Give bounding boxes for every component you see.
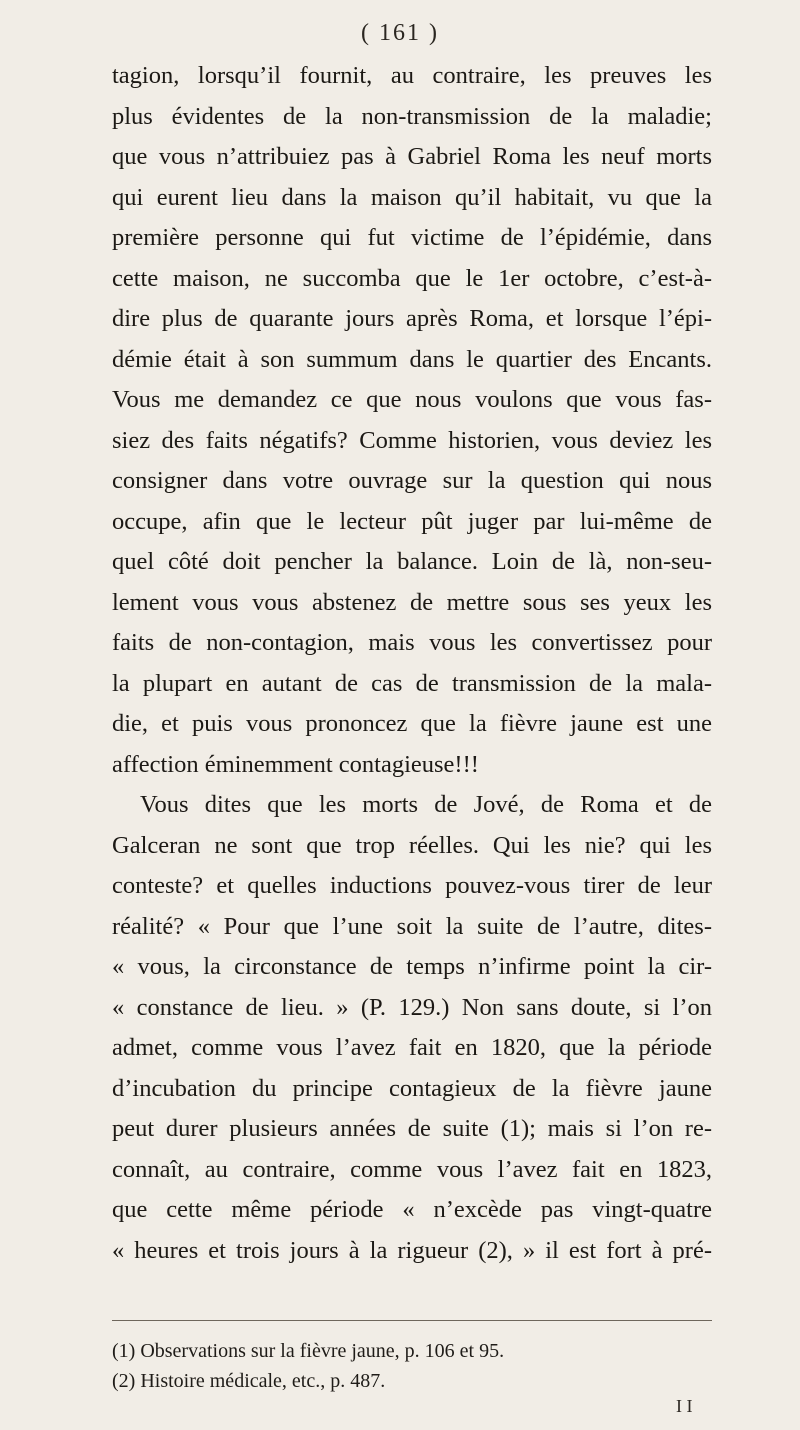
text-line: démie était à son summum dans le quartier des Encants. [112, 345, 712, 373]
text-line: peut durer plusieurs années de suite (1); mais si l’on re- [112, 1115, 712, 1142]
text-line: « constance de lieu. » (P. 129.) Non sans doute, si l’on [112, 993, 712, 1021]
text-line: qui eurent lieu dans la maison qu’il habitait, vu que la [112, 183, 712, 211]
page-number: ( 161 ) [361, 20, 439, 46]
text-line: réalité? « Pour que l’une soit la suite de l’autre, dites- [112, 912, 712, 940]
text-line: admet, comme vous l’avez fait en 1820, que la période [112, 1034, 712, 1061]
text-line: plus évidentes de la non-transmission de la maladie; [112, 102, 712, 130]
text-line: lement vous vous abstenez de mettre sous ses yeux les [112, 588, 712, 616]
text-line: siez des faits négatifs? Comme historien, vous deviez les [112, 426, 712, 454]
signature-mark: I I [676, 1396, 693, 1416]
text-line: que vous n’attribuiez pas à Gabriel Roma les neuf morts [112, 143, 712, 170]
text-line: la plupart en autant de cas de transmission de la mala- [112, 669, 712, 697]
text-line: que cette même période « n’excède pas vingt-quatre [112, 1196, 712, 1223]
text-line: affection éminemment contagieuse!!! [112, 750, 479, 778]
text-line: quel côté doit pencher la balance. Loin de là, non-seu- [112, 548, 712, 575]
footnote-2: (2) Histoire médicale, etc., p. 487. [112, 1370, 386, 1392]
text-line: tagion, lorsqu’il fournit, au contraire, les preuves les [112, 62, 712, 89]
text-line: conteste? et quelles inductions pouvez-vous tirer de leur [112, 872, 712, 899]
body-text [112, 56, 712, 1271]
footnote-divider [112, 1320, 712, 1321]
text-line: die, et puis vous prononcez que la fièvre jaune est une [112, 710, 712, 737]
footnote-1: (1) Observations sur la fièvre jaune, p. 106 et 95. [112, 1340, 505, 1362]
text-line: Galceran ne sont que trop réelles. Qui les nie? qui les [112, 831, 712, 859]
text-line: dire plus de quarante jours après Roma, et lorsque l’épi- [112, 305, 712, 332]
footnotes [112, 1336, 712, 1396]
text-line: « heures et trois jours à la rigueur (2), » il est fort à pré- [112, 1236, 712, 1264]
text-line: première personne qui fut victime de l’épidémie, dans [112, 224, 712, 251]
text-line: « vous, la circonstance de temps n’infirme point la cir- [112, 953, 712, 980]
text-line: Vous me demandez ce que nous voulons que vous fas- [112, 386, 712, 413]
text-line: cette maison, ne succomba que le 1er octobre, c’est-à- [112, 264, 712, 292]
text-line: consigner dans votre ouvrage sur la question qui nous [112, 467, 712, 494]
text-line: Vous dites que les morts de Jové, de Roma et de [140, 791, 712, 818]
text-line: d’incubation du principe contagieux de la fièvre jaune [112, 1074, 712, 1102]
text-line: connaît, au contraire, comme vous l’avez fait en 1823, [112, 1155, 712, 1183]
text-line: occupe, afin que le lecteur pût juger par lui-même de [112, 507, 712, 535]
text-line: faits de non-contagion, mais vous les convertissez pour [112, 629, 712, 656]
